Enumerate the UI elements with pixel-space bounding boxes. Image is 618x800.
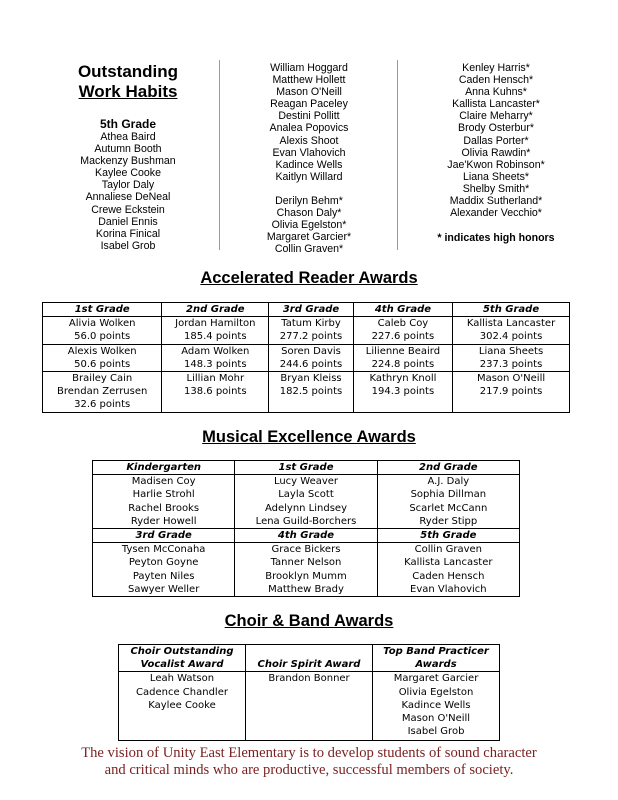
student-name: Kadince Wells bbox=[275, 158, 343, 171]
student-name: Rachel Brooks bbox=[128, 502, 200, 514]
cell-line: 194.3 points bbox=[371, 386, 435, 398]
table-cell bbox=[453, 372, 570, 413]
student-name: Scarlet McCann bbox=[409, 502, 488, 514]
student-name: Kallista Lancaster bbox=[404, 557, 493, 569]
student-name: Maddix Sutherland* bbox=[449, 195, 543, 208]
table-row bbox=[93, 543, 520, 597]
table-cell bbox=[235, 543, 377, 597]
cell-line: Kathryn Knoll bbox=[369, 373, 437, 385]
student-name: Grace Bickers bbox=[271, 544, 341, 556]
student-name: Korina Finical bbox=[95, 227, 161, 240]
student-name: Harlie Strohl bbox=[132, 489, 195, 501]
student-name: William Hoggard bbox=[270, 62, 348, 74]
cell-line: 217.9 points bbox=[479, 386, 543, 398]
student-name: Claire Meharry* bbox=[459, 110, 533, 123]
student-name: Kaitlyn Willard bbox=[275, 170, 343, 183]
student-name: Derilyn Behm* bbox=[275, 194, 343, 207]
student-name: Evan Vlahovich bbox=[272, 146, 346, 159]
table-row bbox=[93, 475, 520, 529]
work-habits-title bbox=[48, 62, 208, 102]
table-cell bbox=[353, 317, 452, 344]
cell-line: Lilienne Beaird bbox=[365, 345, 441, 357]
vision-line-1: The vision of Unity East Elementary is to develop students of sound character bbox=[81, 745, 537, 761]
award-header bbox=[373, 645, 500, 672]
cell-line: Mason O'Neill bbox=[476, 373, 546, 385]
choir-band-table bbox=[118, 644, 500, 741]
cell-line: 224.8 points bbox=[371, 358, 435, 370]
high-honors-note: * indicates high honors bbox=[437, 232, 555, 244]
table-cell bbox=[453, 317, 570, 344]
column-divider bbox=[397, 60, 398, 250]
cell-line: 182.5 points bbox=[279, 386, 343, 398]
student-name: Brandon Bonner bbox=[268, 673, 350, 685]
student-name: Lena Guild-Borchers bbox=[255, 515, 357, 527]
work-habits-title-line1: Outstanding bbox=[77, 62, 179, 81]
musical-excellence-title: Musical Excellence Awards bbox=[202, 428, 416, 446]
cell-line: 244.6 points bbox=[279, 358, 343, 370]
student-name: Crewe Eckstein bbox=[91, 203, 165, 216]
grade-header: 4th Grade bbox=[353, 303, 452, 317]
student-name: Ryder Howell bbox=[130, 515, 197, 527]
table-cell bbox=[93, 543, 235, 597]
student-name: Brody Osterbur* bbox=[458, 122, 534, 135]
table-cell bbox=[93, 475, 235, 529]
table-header-row bbox=[93, 529, 520, 543]
student-name: Liana Sheets* bbox=[463, 170, 529, 183]
musical-excellence-table bbox=[92, 460, 520, 597]
student-name: Athea Baird bbox=[100, 131, 156, 143]
student-name: Ryder Stipp bbox=[419, 515, 478, 527]
cell-line: 185.4 points bbox=[184, 331, 247, 343]
student-name: Destini Pollitt bbox=[278, 110, 340, 123]
student-name: Mason O'Neill bbox=[276, 86, 342, 99]
vision-line-2: and critical minds who are productive, successful members of society. bbox=[104, 762, 514, 778]
award-header bbox=[119, 645, 246, 672]
cell-line: 56.0 points bbox=[74, 331, 131, 343]
cell-line: Bryan Kleiss bbox=[280, 373, 342, 385]
grade-header: 2nd Grade bbox=[162, 303, 269, 317]
student-name: Evan Vlahovich bbox=[410, 583, 487, 595]
grade-label: 5th Grade bbox=[99, 117, 156, 131]
cell-line: Caleb Coy bbox=[377, 318, 429, 330]
cell-line: 277.2 points bbox=[279, 331, 343, 343]
cell-line: Brailey Cain bbox=[72, 373, 133, 385]
table-cell bbox=[269, 372, 354, 413]
work-habits-column-1 bbox=[48, 118, 208, 252]
student-name: Sophia Dillman bbox=[410, 489, 487, 501]
table-cell bbox=[377, 475, 519, 529]
cell-line: 227.6 points bbox=[371, 331, 435, 343]
student-name: Kenley Harris* bbox=[462, 62, 530, 74]
table-cell bbox=[43, 372, 162, 413]
header-line: Awards bbox=[415, 659, 457, 671]
cell-line: Alexis Wolken bbox=[67, 345, 137, 357]
table-row bbox=[43, 372, 570, 413]
header-line: Vocalist Award bbox=[140, 659, 224, 671]
student-name: Alexander Vecchio* bbox=[450, 207, 542, 220]
student-name: Madisen Coy bbox=[131, 476, 196, 488]
student-name: Sawyer Weller bbox=[128, 583, 200, 595]
cell-line: Soren Davis bbox=[281, 345, 341, 357]
student-name: Lucy Weaver bbox=[273, 476, 339, 488]
student-name: A.J. Daly bbox=[427, 476, 470, 488]
work-habits-title-line2: Work Habits bbox=[78, 82, 178, 101]
cell-line: Kallista Lancaster bbox=[466, 318, 556, 330]
table-cell bbox=[353, 372, 452, 413]
cell-line: 50.6 points bbox=[74, 358, 131, 370]
table-cell bbox=[235, 475, 377, 529]
header-line: Top Band Practicer bbox=[383, 646, 489, 657]
student-name: Cadence Chandler bbox=[136, 686, 228, 698]
student-name: Matthew Brady bbox=[268, 583, 344, 595]
table-cell bbox=[246, 672, 373, 741]
grade-header: 5th Grade bbox=[377, 529, 519, 543]
grade-header: 5th Grade bbox=[453, 303, 570, 317]
work-habits-column-2 bbox=[236, 62, 382, 255]
cell-line: 302.4 points bbox=[479, 331, 543, 343]
student-name: Kallista Lancaster* bbox=[452, 98, 540, 111]
cell-line: Brendan Zerrusen bbox=[57, 386, 148, 398]
header-line: Choir Outstanding bbox=[130, 646, 234, 657]
grade-header: 2nd Grade bbox=[377, 461, 519, 475]
table-row bbox=[43, 317, 570, 344]
cell-line: Lillian Mohr bbox=[186, 373, 245, 385]
student-name: Mason O'Neill bbox=[401, 713, 471, 725]
student-name: Peyton Goyne bbox=[128, 557, 199, 569]
cell-line: 32.6 points bbox=[74, 399, 131, 411]
cell-line: Liana Sheets bbox=[478, 345, 544, 357]
cell-line: 138.6 points bbox=[184, 386, 247, 398]
table-cell bbox=[453, 344, 570, 371]
work-habits-column-3 bbox=[416, 62, 576, 219]
grade-header: 1st Grade bbox=[43, 303, 162, 317]
student-name: Kaylee Cooke bbox=[95, 167, 161, 180]
cell-line: 237.3 points bbox=[479, 358, 543, 370]
accelerated-reader-title: Accelerated Reader Awards bbox=[200, 269, 418, 287]
grade-header: 1st Grade bbox=[235, 461, 377, 475]
student-name: Kaylee Cooke bbox=[148, 699, 216, 711]
cell-line: Tatum Kirby bbox=[281, 318, 341, 330]
grade-header: 3rd Grade bbox=[269, 303, 354, 317]
student-name: Anna Kuhns* bbox=[465, 86, 527, 99]
student-name: Collin Graven bbox=[414, 544, 482, 556]
table-cell bbox=[43, 317, 162, 344]
table-cell bbox=[377, 543, 519, 597]
student-name: Olivia Rawdin* bbox=[461, 146, 531, 159]
table-cell bbox=[162, 344, 269, 371]
student-name: Adelynn Lindsey bbox=[264, 502, 347, 514]
student-name: Payten Niles bbox=[132, 570, 195, 582]
student-name: Kadince Wells bbox=[401, 699, 471, 711]
table-row bbox=[43, 344, 570, 371]
cell-line: 148.3 points bbox=[184, 358, 247, 370]
student-name: Taylor Daly bbox=[101, 179, 155, 192]
student-name: Caden Hensch bbox=[412, 570, 485, 582]
vision-statement bbox=[0, 745, 618, 779]
student-name: Olivia Egelston bbox=[398, 686, 474, 698]
table-cell bbox=[269, 344, 354, 371]
table-cell bbox=[43, 344, 162, 371]
student-name: Layla Scott bbox=[278, 489, 334, 501]
student-name: Caden Hensch* bbox=[458, 74, 534, 87]
student-name: Jae'Kwon Robinson* bbox=[447, 158, 545, 171]
table-cell bbox=[373, 672, 500, 741]
student-name: Matthew Hollett bbox=[272, 74, 346, 87]
cell-line: Adam Wolken bbox=[181, 345, 250, 357]
student-name: Dallas Porter* bbox=[463, 134, 529, 147]
student-name: Tysen McConaha bbox=[121, 544, 206, 556]
table-cell bbox=[119, 672, 246, 741]
student-name: Autumn Booth bbox=[94, 143, 162, 156]
student-name: Isabel Grob bbox=[407, 726, 465, 738]
award-header bbox=[246, 645, 373, 672]
student-name: Collin Graven* bbox=[274, 243, 344, 256]
choir-band-title: Choir & Band Awards bbox=[224, 612, 394, 630]
table-header-row bbox=[93, 461, 520, 475]
header-line: Choir Spirit Award bbox=[257, 659, 361, 671]
table-cell bbox=[162, 372, 269, 413]
student-name: Shelby Smith* bbox=[462, 182, 530, 195]
student-name: Alexis Shoot bbox=[279, 134, 339, 147]
student-name: Mackenzy Bushman bbox=[80, 155, 176, 168]
student-name: Margaret Garcier* bbox=[266, 231, 352, 244]
grade-header: Kindergarten bbox=[93, 461, 235, 475]
student-name: Isabel Grob bbox=[100, 239, 156, 252]
student-name: Analea Popovics bbox=[269, 122, 349, 135]
student-name: Leah Watson bbox=[149, 673, 215, 685]
column-divider bbox=[219, 60, 220, 250]
student-name: Olivia Egelston* bbox=[271, 219, 347, 232]
table-cell bbox=[269, 317, 354, 344]
student-name: Daniel Ennis bbox=[98, 215, 158, 228]
cell-line: Alivia Wolken bbox=[68, 318, 136, 330]
accelerated-reader-table bbox=[42, 302, 570, 413]
student-name: Reagan Paceley bbox=[270, 98, 348, 111]
table-cell bbox=[162, 317, 269, 344]
table-cell bbox=[353, 344, 452, 371]
student-name: Tanner Nelson bbox=[270, 557, 342, 569]
student-name: Chason Daly* bbox=[276, 207, 342, 220]
cell-line: Jordan Hamilton bbox=[175, 318, 256, 330]
student-name: Annaliese DeNeal bbox=[85, 191, 171, 204]
student-name: Margaret Garcier bbox=[393, 673, 479, 685]
student-name: Brooklyn Mumm bbox=[265, 570, 347, 582]
grade-header: 4th Grade bbox=[235, 529, 377, 543]
grade-header: 3rd Grade bbox=[93, 529, 235, 543]
